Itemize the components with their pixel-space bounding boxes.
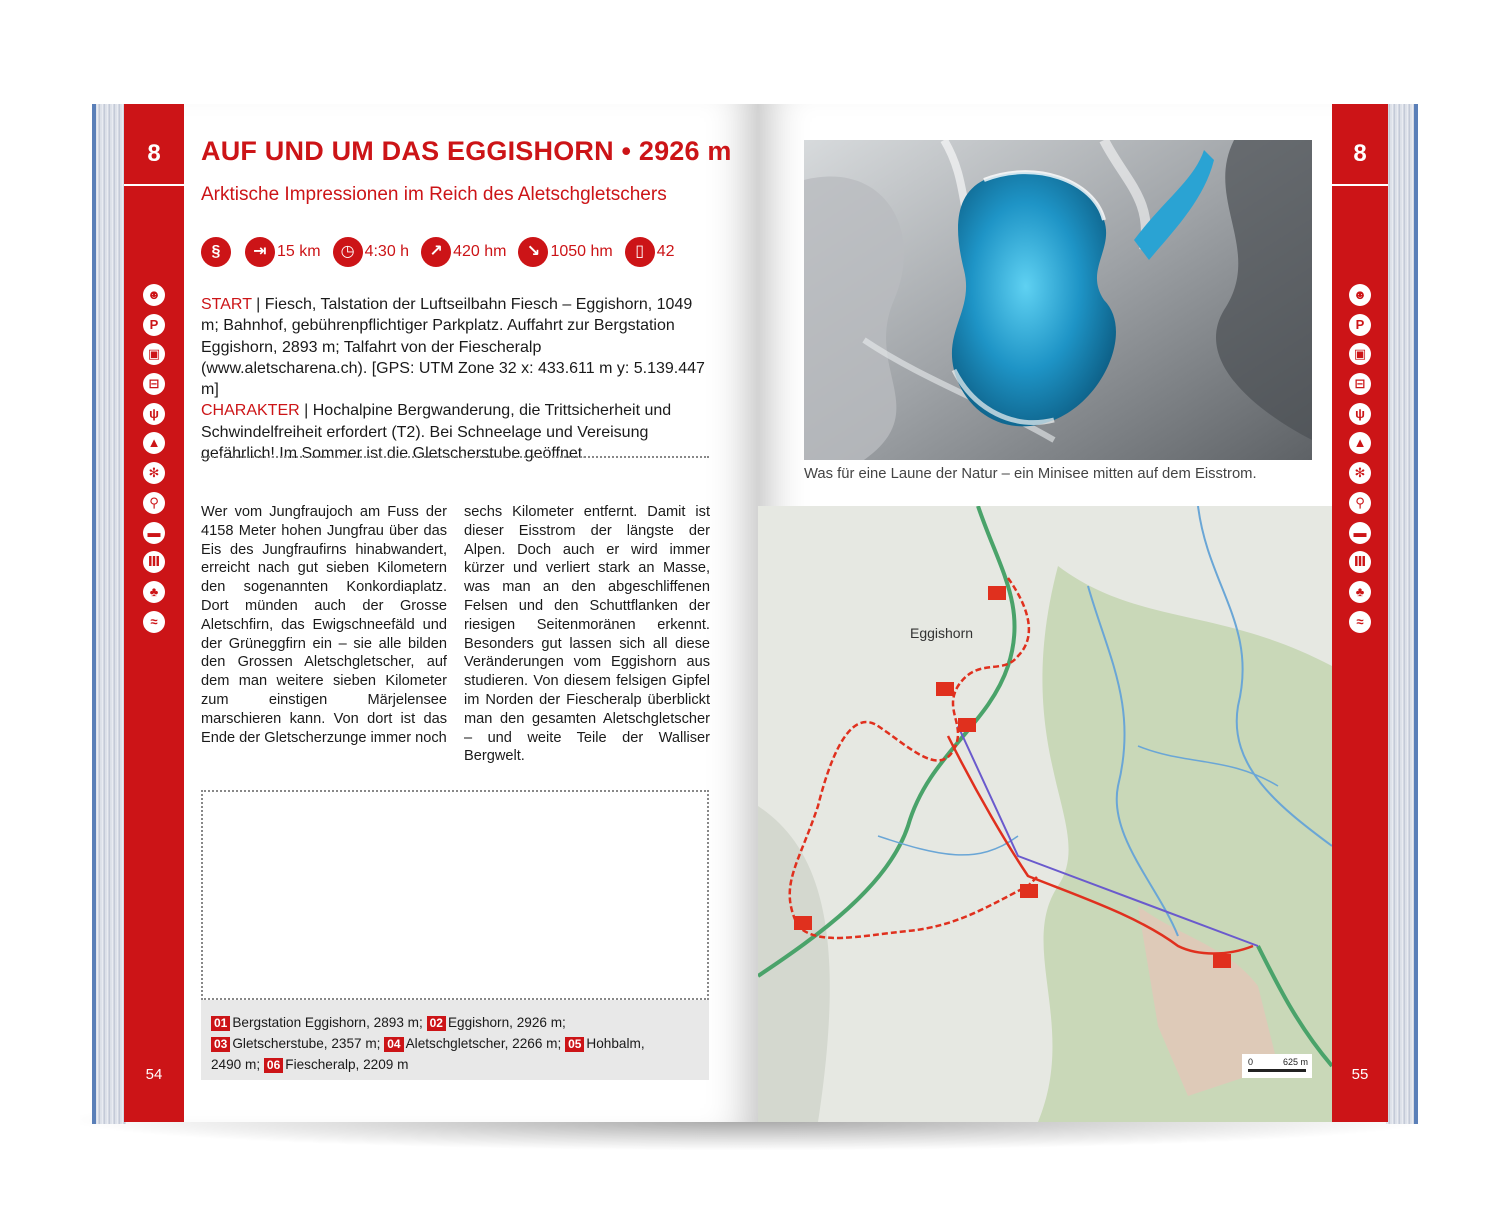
- scale-value: 625 m: [1282, 1057, 1308, 1067]
- cable-car-icon: ⊟: [143, 373, 165, 395]
- bicycle-icon: ⚲: [143, 492, 165, 514]
- tree-icon: ♣: [143, 581, 165, 603]
- waypoint-num: 03: [211, 1037, 230, 1052]
- bear-icon: ☻: [1349, 284, 1371, 306]
- descent-stat: [518, 237, 612, 267]
- swimming-icon: ≈: [143, 611, 165, 633]
- snowflake-icon: ✻: [1349, 462, 1371, 484]
- bus-icon: ▣: [143, 343, 165, 365]
- signpost-icon: ⇥: [245, 237, 275, 267]
- page-number-right: 55: [1351, 1066, 1369, 1083]
- map-scale: [1242, 1054, 1312, 1078]
- waypoint-text: Bergstation Eggishorn, 2893 m;: [232, 1015, 423, 1030]
- waypoint-text: 2490 m;: [211, 1057, 261, 1072]
- scale-zero: 0: [1248, 1057, 1254, 1067]
- notes-box: [201, 790, 709, 1000]
- waypoint-num: 02: [427, 1016, 446, 1031]
- restaurant-icon: ψ: [143, 403, 165, 425]
- scale-bar: [1248, 1069, 1306, 1072]
- parking-icon: P: [143, 314, 165, 336]
- distance-value: 15 km: [277, 243, 321, 260]
- page-number-left: 54: [145, 1066, 163, 1083]
- tree-icon: ♣: [1349, 581, 1371, 603]
- waypoint-legend: [201, 1000, 709, 1080]
- museum-icon: Ⅲ: [143, 551, 165, 573]
- chapter-number: 8: [147, 140, 161, 167]
- tour-info: [201, 294, 711, 464]
- swimming-icon: ≈: [1349, 611, 1371, 633]
- museum-icon: Ⅲ: [1349, 551, 1371, 573]
- restaurant-icon: ψ: [1349, 403, 1371, 425]
- waypoint-num: 05: [565, 1037, 584, 1052]
- start-label: START: [201, 296, 252, 313]
- route-icon: §: [201, 237, 231, 267]
- start-text: | Fiesch, Talstation der Luftseilbahn Fiesch – Eggishorn, 1049 m; Bahnhof, gebührenpflichtiger Parkplatz. Auffahrt zur Bergstation Eggishorn, 2893 m; Talfahrt von der Fiescheralp (www.aletscharena.ch). [GPS: UTM Zone 32 x: 433.611 m y: 5.139.447 m]: [201, 296, 705, 399]
- right-page: [758, 104, 1388, 1122]
- waypoint-num: 06: [264, 1058, 283, 1073]
- charakter-label: CHARAKTER: [201, 402, 300, 420]
- bed-icon: ▬: [143, 522, 165, 544]
- tour-title: AUF UND UM DAS EGGISHORN • 2926 m: [201, 136, 732, 166]
- waypoint-text: Hohbalm,: [586, 1036, 645, 1051]
- map-icon: ▯: [625, 237, 655, 267]
- time-value: 4:30 h: [364, 243, 410, 260]
- hut-icon: ▲: [143, 432, 165, 454]
- chapter-number: 8: [1353, 140, 1367, 167]
- ascent-value: 420 hm: [453, 243, 507, 260]
- ascent-arrow-icon: ↗: [421, 237, 451, 267]
- map-ref-stat: [625, 237, 675, 267]
- bed-icon: ▬: [1349, 522, 1371, 544]
- route-map: [758, 506, 1332, 1122]
- tab-divider: [124, 184, 184, 186]
- hut-icon: ▲: [1349, 432, 1371, 454]
- waypoint-text: Aletschgletscher, 2266 m;: [405, 1036, 562, 1051]
- waypoint-num: 04: [384, 1037, 403, 1052]
- charakter-text: | Hochalpine Bergwanderung, die Trittsicherheit und Schwindelfreiheit erfordert (T2). Bei Schneelage und Vereisung gefährlich! Im Sommer ist die Gletscherstube geöffnet.: [201, 402, 672, 463]
- bus-icon: ▣: [1349, 343, 1371, 365]
- descent-value: 1050 hm: [550, 243, 613, 260]
- distance-stat: [245, 237, 321, 267]
- page-edges-right: [1386, 104, 1418, 1124]
- waypoint-text: Eggishorn, 2926 m;: [447, 1015, 566, 1030]
- right-chapter-tab: [1332, 104, 1388, 1122]
- ascent-stat: [421, 237, 506, 267]
- tour-stats: [201, 236, 687, 268]
- waypoint-text: Gletscherstube, 2357 m;: [232, 1036, 381, 1051]
- glacier-photo: [804, 140, 1312, 460]
- cable-car-icon: ⊟: [1349, 373, 1371, 395]
- left-chapter-tab: [124, 104, 184, 1122]
- waypoint-text: Fiescheralp, 2209 m: [285, 1057, 409, 1072]
- glacier-lake-illustration: [804, 140, 1312, 460]
- bear-icon: ☻: [143, 284, 165, 306]
- feature-icons-right: [1332, 284, 1388, 640]
- feature-icons-left: [124, 284, 184, 640]
- tour-subtitle: Arktische Impressionen im Reich des Aletschgletschers: [201, 184, 667, 205]
- photo-caption: Was für eine Laune der Natur – ein Minisee mitten auf dem Eisstrom.: [804, 466, 1257, 482]
- bicycle-icon: ⚲: [1349, 492, 1371, 514]
- time-stat: [333, 237, 409, 267]
- waypoint-num: 01: [211, 1016, 230, 1031]
- clock-icon: ◷: [333, 237, 363, 267]
- page-edges-left: [92, 104, 126, 1124]
- map-place-label: Eggishorn: [910, 625, 974, 641]
- topographic-map: [758, 506, 1332, 1122]
- descent-arrow-icon: ↘: [518, 237, 548, 267]
- parking-icon: P: [1349, 314, 1371, 336]
- dotted-divider: [201, 456, 709, 458]
- route-stat: [201, 237, 233, 267]
- left-page: [124, 104, 758, 1122]
- map-ref-value: 42: [656, 243, 675, 260]
- body-column-2: sechs Kilometer entfernt. Damit ist dieser Eisstrom der längste der Alpen. Doch auch er wird immer kürzer und verliert stark an Masse, was man an den abgeschliffenen Felsen und den Schuttflanken der riesigen Seitenmoränen erkennt. Besonders gut lassen sich all diese Veränderungen vom Eggishorn aus studieren. Von diesem felsigen Gipfel im Norden der Fiescheralp überblickt man den gesamten Aletschgletscher – und weite Teile der Walliser Bergwelt.: [464, 504, 710, 765]
- snowflake-icon: ✻: [143, 462, 165, 484]
- tab-divider: [1332, 184, 1388, 186]
- body-column-1: Wer vom Jungfraujoch am Fuss der 4158 Meter hohen Jungfrau über das Eis des Jungfraufirns hinabwandert, erreicht nach gut sieben Kilometern den sogenannten Konkordiaplatz. Dort münden auch der Grosse Aletschfirn, das Ewigschneefäld und der Grüneggfirn ein – sie alle bilden den Grossen Aletschgletscher, auf dem man weitere sieben Kilometer zum einstigen Märjelensee marschieren kann. Von dort ist das Ende der Gletscherzunge immer noch: [201, 504, 447, 746]
